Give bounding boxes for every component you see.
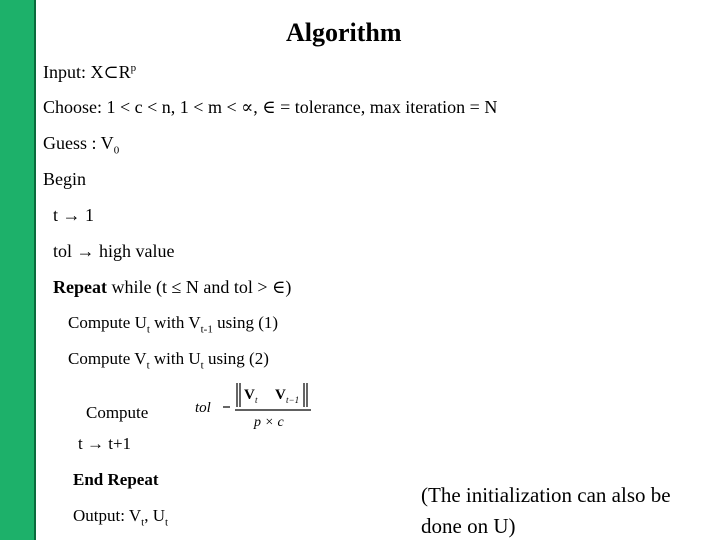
compute-u-sub2: t-1 [200,323,213,336]
compute-u-text-a: Compute U [68,313,147,332]
compute-u-text-c: using (1) [212,313,279,332]
subset-symbol: ⊂ [103,62,119,82]
accent-bar [0,0,36,540]
output-sub1: t [141,516,145,529]
repeat-line [53,277,291,298]
set-symbol: R [118,62,131,82]
compute-label: Compute [86,403,149,422]
guess-label: Guess : V [43,133,114,153]
note-line-2: done on U) [421,514,516,538]
repeat-condition: while (t ≤ N and tol > ∈) [106,277,292,297]
compute-v-text-c: using (2) [203,349,269,368]
begin-line: Begin [43,169,86,189]
end-repeat-line: End Repeat [73,470,159,489]
repeat-keyword: Repeat [53,277,107,297]
note-line-1: (The initialization can also be [421,483,671,507]
output-sub2: t [165,516,169,529]
t-init-line: t → 1 [53,205,95,225]
choose-line: Choose: 1 < c < n, 1 < m < ∝, ∈ = tolerance, max iteration = N [43,97,498,117]
compute-u-text-b: with V [149,313,201,332]
compute-v-line [68,349,269,371]
formula-v2: V [275,387,286,403]
set-exponent: p [130,62,137,74]
tolerance-formula [193,379,323,431]
slide-title: Algorithm [286,18,402,47]
output-text-a: Output: V [73,506,142,525]
output-text-b: , U [144,506,166,525]
guess-line [43,133,119,157]
output-line [73,506,168,528]
initialization-note [421,480,671,542]
compute-u-sub1: t [146,323,150,336]
input-label: Input: X [43,62,104,82]
formula-lhs: tol [195,400,211,416]
formula-v1-sub: t [255,395,258,405]
tol-init-line: tol → high value [53,241,175,261]
formula-v1: V [244,387,255,403]
compute-v-sub2: t [200,359,204,372]
compute-v-sub1: t [146,359,150,372]
formula-denominator: p × c [254,415,284,430]
compute-u-line [68,313,278,335]
compute-v-text-a: Compute V [68,349,147,368]
compute-v-text-b: with U [149,349,201,368]
guess-sub: 0 [113,144,120,157]
formula-v2-sub: t−1 [286,395,300,405]
increment-line: t → t+1 [78,434,132,453]
input-line [43,62,136,83]
